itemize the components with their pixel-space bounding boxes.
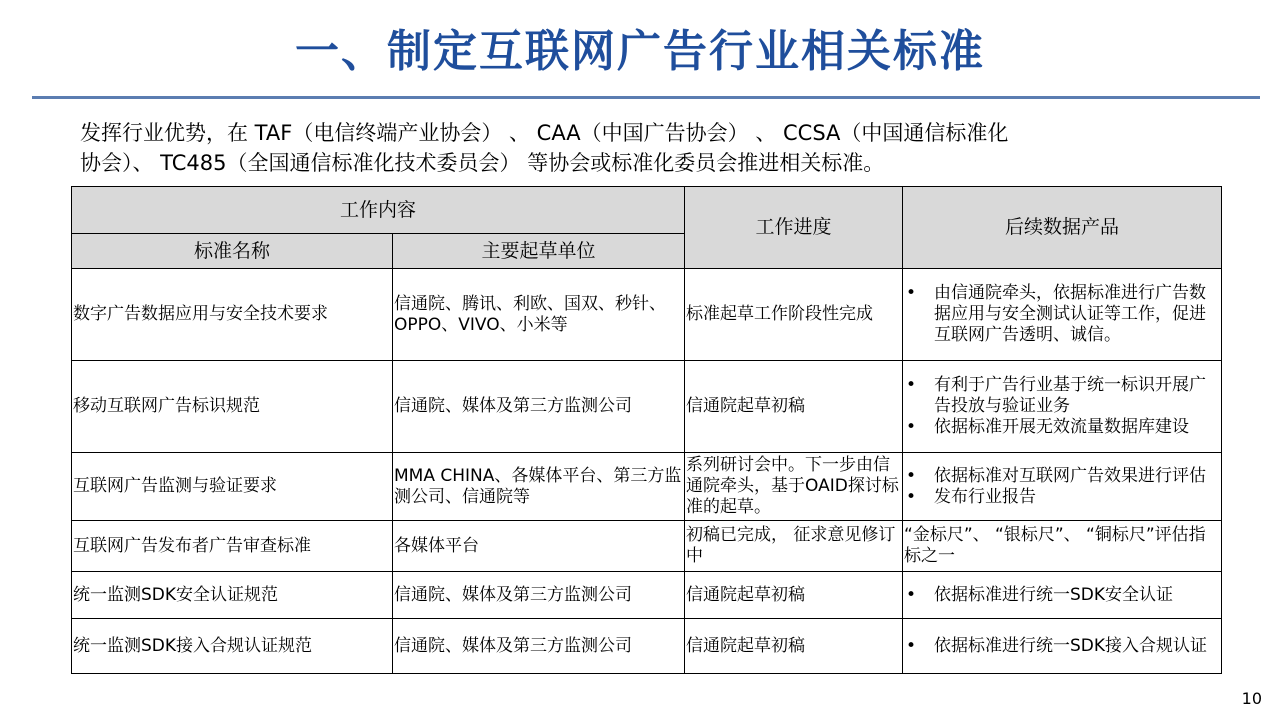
- progress-cell: 信通院起草初稿: [685, 361, 903, 453]
- standard-name-cell: 移动互联网广告标识规范: [72, 361, 393, 453]
- product-bullet: • 依据标准进行统一SDK接入合规认证: [904, 636, 1220, 657]
- drafting-units-cell: 信通院、媒体及第三方监测公司: [393, 619, 685, 674]
- progress-cell: 初稿已完成， 征求意见修订中: [685, 521, 903, 572]
- drafting-units-cell: 信通院、媒体及第三方监测公司: [393, 361, 685, 453]
- drafting-units-cell: MMA CHINA、各媒体平台、第三方监测公司、信通院等: [393, 453, 685, 521]
- standard-name-cell: 数字广告数据应用与安全技术要求: [72, 269, 393, 361]
- table-row: [72, 572, 1222, 619]
- standard-name-cell: 互联网广告发布者广告审查标准: [72, 521, 393, 572]
- drafting-units-cell: 信通院、腾讯、利欧、国双、秒针、OPPO、VIVO、小米等: [393, 269, 685, 361]
- product-bullet: • 由信通院牵头，依据标准进行广告数据应用与安全测试认证等工作，促进互联网广告透明、诚信。: [904, 283, 1220, 346]
- page-number: 10: [1241, 689, 1262, 708]
- progress-cell: 标准起草工作阶段性完成: [685, 269, 903, 361]
- table-row: [72, 453, 1222, 521]
- products-cell: [903, 572, 1222, 619]
- title-divider: [32, 96, 1260, 99]
- table-row: [72, 619, 1222, 674]
- product-bullet: • 发布行业报告: [904, 487, 1220, 508]
- header-progress: 工作进度: [685, 187, 903, 269]
- table-row: [72, 269, 1222, 361]
- products-cell: [903, 619, 1222, 674]
- standard-name-cell: 统一监测SDK接入合规认证规范: [72, 619, 393, 674]
- intro-line-2: 协会）、 TC485（全国通信标准化技术委员会） 等协会或标准化委员会推进相关标准。: [80, 151, 885, 175]
- standard-name-cell: 互联网广告监测与验证要求: [72, 453, 393, 521]
- product-bullet: • 依据标准对互联网广告效果进行评估: [904, 466, 1220, 487]
- table-row: [72, 521, 1222, 572]
- progress-cell: 信通院起草初稿: [685, 619, 903, 674]
- intro-paragraph: [80, 118, 1160, 178]
- intro-line-1: 发挥行业优势，在 TAF（电信终端产业协会） 、 CAA（中国广告协会） 、 CCSA（中国通信标准化: [80, 121, 1009, 145]
- drafting-units-cell: 各媒体平台: [393, 521, 685, 572]
- table-row: [72, 361, 1222, 453]
- header-standard-name: 标准名称: [72, 234, 393, 269]
- products-cell: “金标尺”、 “银标尺”、 “铜标尺”评估指标之一: [903, 521, 1222, 572]
- header-drafting-units: 主要起草单位: [393, 234, 685, 269]
- progress-cell: 信通院起草初稿: [685, 572, 903, 619]
- products-cell: [903, 361, 1222, 453]
- progress-cell: 系列研讨会中。下一步由信通院牵头，基于OAID探讨标准的起草。: [685, 453, 903, 521]
- product-bullet: • 有利于广告行业基于统一标识开展广告投放与验证业务: [904, 375, 1220, 417]
- header-products: 后续数据产品: [903, 187, 1222, 269]
- standards-table: [71, 186, 1222, 674]
- standard-name-cell: 统一监测SDK安全认证规范: [72, 572, 393, 619]
- drafting-units-cell: 信通院、媒体及第三方监测公司: [393, 572, 685, 619]
- product-bullet: • 依据标准开展无效流量数据库建设: [904, 417, 1220, 438]
- product-bullet: • 依据标准进行统一SDK安全认证: [904, 585, 1220, 606]
- products-cell: [903, 269, 1222, 361]
- page-title: 一、制定互联网广告行业相关标准: [295, 26, 985, 77]
- header-work-content: 工作内容: [72, 187, 685, 234]
- products-cell: [903, 453, 1222, 521]
